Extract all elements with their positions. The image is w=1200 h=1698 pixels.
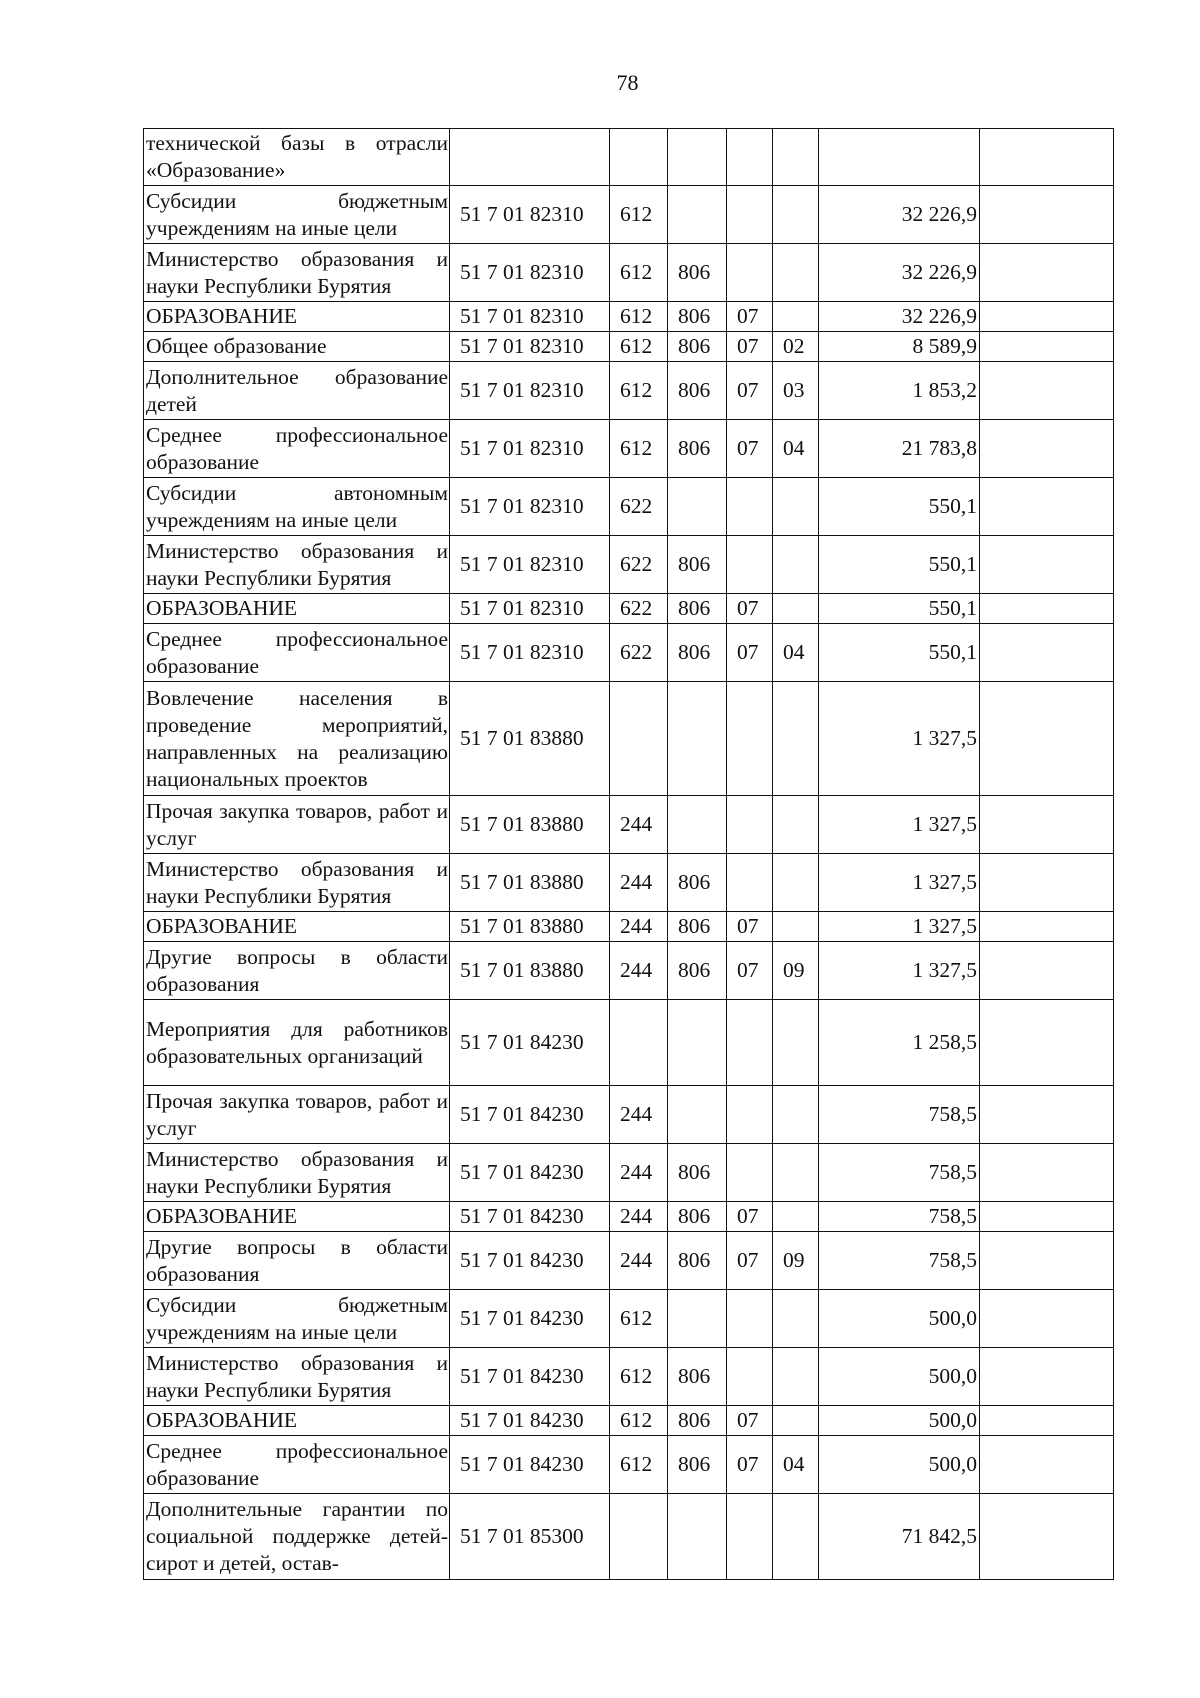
target-article-code-cell: 51 7 01 85300 [450,1494,610,1580]
table-row [144,1086,1114,1144]
table-row [144,912,1114,942]
section-code-cell [727,1290,773,1348]
ministry-code-cell: 806 [668,1144,727,1202]
ministry-code-cell: 806 [668,624,727,682]
subsection-code-cell [773,186,819,244]
target-article-code-cell: 51 7 01 84230 [450,1202,610,1232]
subsection-code-cell: 09 [773,942,819,1000]
empty-cell [980,912,1114,942]
row-name-cell: Дополнительные гарантии по социальной поддержке детей-сирот и детей, остав- [144,1494,450,1580]
ministry-code-cell: 806 [668,942,727,1000]
row-name-cell: Министерство образования и науки Республики Бурятия [144,1348,450,1406]
empty-cell [980,536,1114,594]
subsection-code-cell [773,129,819,186]
ministry-code-cell [668,1290,727,1348]
ministry-code-cell [668,129,727,186]
empty-cell [980,942,1114,1000]
amount-cell: 21 783,8 [819,420,980,478]
empty-cell [980,594,1114,624]
target-article-code-cell: 51 7 01 82310 [450,302,610,332]
subsection-code-cell [773,1202,819,1232]
ministry-code-cell: 806 [668,1406,727,1436]
empty-cell [980,1406,1114,1436]
empty-cell [980,624,1114,682]
amount-cell: 1 327,5 [819,796,980,854]
section-code-cell [727,536,773,594]
target-article-code-cell: 51 7 01 82310 [450,186,610,244]
empty-cell [980,1348,1114,1406]
subsection-code-cell [773,1290,819,1348]
row-name-cell: ОБРАЗОВАНИЕ [144,1406,450,1436]
subsection-code-cell [773,1000,819,1086]
ministry-code-cell: 806 [668,1348,727,1406]
section-code-cell [727,1144,773,1202]
target-article-code-cell: 51 7 01 82310 [450,478,610,536]
ministry-code-cell [668,1494,727,1580]
table-row [144,129,1114,186]
ministry-code-cell: 806 [668,244,727,302]
section-code-cell: 07 [727,302,773,332]
section-code-cell [727,1494,773,1580]
row-name-cell: Мероприятия для работников образовательных организаций [144,1000,450,1086]
subsection-code-cell: 04 [773,1436,819,1494]
amount-cell: 32 226,9 [819,302,980,332]
expense-type-cell [610,129,668,186]
section-code-cell [727,682,773,796]
target-article-code-cell: 51 7 01 84230 [450,1406,610,1436]
expense-type-cell: 612 [610,244,668,302]
ministry-code-cell [668,1000,727,1086]
section-code-cell: 07 [727,624,773,682]
table-row [144,1144,1114,1202]
table-row [144,332,1114,362]
expense-type-cell: 612 [610,1406,668,1436]
section-code-cell [727,1348,773,1406]
row-name-cell: Вовлечение населения в проведение мероприятий, направленных на реализацию национальных проектов [144,682,450,796]
row-name-cell: Среднее профессиональное образование [144,420,450,478]
empty-cell [980,332,1114,362]
empty-cell [980,420,1114,478]
expense-type-cell: 612 [610,420,668,478]
row-name-cell: Министерство образования и науки Республики Бурятия [144,536,450,594]
table-row [144,1232,1114,1290]
row-name-cell: Прочая закупка товаров, работ и услуг [144,796,450,854]
ministry-code-cell: 806 [668,362,727,420]
expense-type-cell: 622 [610,536,668,594]
table-row [144,302,1114,332]
empty-cell [980,854,1114,912]
row-name-cell: Другие вопросы в области образования [144,1232,450,1290]
row-name-cell: Прочая закупка товаров, работ и услуг [144,1086,450,1144]
target-article-code-cell: 51 7 01 82310 [450,332,610,362]
budget-table [143,128,1114,1580]
table-row [144,1348,1114,1406]
target-article-code-cell: 51 7 01 84230 [450,1348,610,1406]
subsection-code-cell [773,1144,819,1202]
target-article-code-cell: 51 7 01 84230 [450,1232,610,1290]
target-article-code-cell: 51 7 01 83880 [450,912,610,942]
empty-cell [980,1000,1114,1086]
target-article-code-cell: 51 7 01 83880 [450,942,610,1000]
empty-cell [980,362,1114,420]
table-row [144,682,1114,796]
row-name-cell: Общее образование [144,332,450,362]
expense-type-cell: 612 [610,362,668,420]
expense-type-cell: 622 [610,594,668,624]
table-row [144,1406,1114,1436]
subsection-code-cell: 04 [773,624,819,682]
ministry-code-cell: 806 [668,302,727,332]
expense-type-cell: 244 [610,854,668,912]
expense-type-cell: 622 [610,624,668,682]
subsection-code-cell [773,854,819,912]
subsection-code-cell: 09 [773,1232,819,1290]
amount-cell: 1 853,2 [819,362,980,420]
subsection-code-cell: 03 [773,362,819,420]
table-row [144,420,1114,478]
row-name-cell: Среднее профессиональное образование [144,1436,450,1494]
empty-cell [980,1494,1114,1580]
page-number: 78 [616,70,639,95]
empty-cell [980,186,1114,244]
ministry-code-cell: 806 [668,1202,727,1232]
subsection-code-cell [773,536,819,594]
section-code-cell [727,1000,773,1086]
expense-type-cell: 244 [610,1144,668,1202]
table-row [144,186,1114,244]
target-article-code-cell: 51 7 01 84230 [450,1290,610,1348]
subsection-code-cell [773,1406,819,1436]
row-name-cell: Министерство образования и науки Республики Бурятия [144,854,450,912]
expense-type-cell: 622 [610,478,668,536]
ministry-code-cell: 806 [668,1232,727,1290]
expense-type-cell: 612 [610,186,668,244]
amount-cell [819,129,980,186]
expense-type-cell: 612 [610,332,668,362]
empty-cell [980,682,1114,796]
empty-cell [980,478,1114,536]
amount-cell: 758,5 [819,1086,980,1144]
section-code-cell: 07 [727,912,773,942]
section-code-cell: 07 [727,1202,773,1232]
subsection-code-cell [773,682,819,796]
subsection-code-cell [773,1086,819,1144]
section-code-cell [727,1086,773,1144]
table-row [144,1290,1114,1348]
section-code-cell: 07 [727,1232,773,1290]
target-article-code-cell: 51 7 01 82310 [450,624,610,682]
ministry-code-cell: 806 [668,594,727,624]
section-code-cell: 07 [727,420,773,478]
section-code-cell: 07 [727,1436,773,1494]
row-name-cell: ОБРАЗОВАНИЕ [144,912,450,942]
row-name-cell: Субсидии автономным учреждениям на иные цели [144,478,450,536]
expense-type-cell: 612 [610,1436,668,1494]
amount-cell: 758,5 [819,1232,980,1290]
section-code-cell: 07 [727,332,773,362]
subsection-code-cell [773,244,819,302]
table-row [144,1000,1114,1086]
section-code-cell: 07 [727,942,773,1000]
subsection-code-cell [773,302,819,332]
ministry-code-cell [668,682,727,796]
empty-cell [980,1202,1114,1232]
amount-cell: 8 589,9 [819,332,980,362]
expense-type-cell: 612 [610,1290,668,1348]
expense-type-cell: 612 [610,1348,668,1406]
target-article-code-cell: 51 7 01 82310 [450,420,610,478]
subsection-code-cell [773,1348,819,1406]
target-article-code-cell: 51 7 01 82310 [450,244,610,302]
section-code-cell: 07 [727,362,773,420]
row-name-cell: Среднее профессиональное образование [144,624,450,682]
ministry-code-cell: 806 [668,1436,727,1494]
ministry-code-cell [668,478,727,536]
table-row [144,796,1114,854]
amount-cell: 1 327,5 [819,942,980,1000]
amount-cell: 758,5 [819,1144,980,1202]
row-name-cell: Субсидии бюджетным учреждениям на иные цели [144,186,450,244]
target-article-code-cell: 51 7 01 83880 [450,682,610,796]
target-article-code-cell: 51 7 01 83880 [450,854,610,912]
ministry-code-cell: 806 [668,536,727,594]
ministry-code-cell [668,1086,727,1144]
row-name-cell: Дополнительное образование детей [144,362,450,420]
expense-type-cell [610,1494,668,1580]
table-row [144,362,1114,420]
empty-cell [980,1144,1114,1202]
section-code-cell [727,854,773,912]
target-article-code-cell: 51 7 01 82310 [450,362,610,420]
ministry-code-cell: 806 [668,912,727,942]
ministry-code-cell: 806 [668,332,727,362]
expense-type-cell: 244 [610,912,668,942]
section-code-cell [727,129,773,186]
target-article-code-cell: 51 7 01 82310 [450,594,610,624]
amount-cell: 550,1 [819,536,980,594]
empty-cell [980,129,1114,186]
section-code-cell: 07 [727,594,773,624]
subsection-code-cell: 02 [773,332,819,362]
table-row [144,854,1114,912]
table-row [144,1494,1114,1580]
expense-type-cell: 244 [610,942,668,1000]
budget-table-body [144,129,1114,1580]
row-name-cell: Субсидии бюджетным учреждениям на иные цели [144,1290,450,1348]
expense-type-cell: 244 [610,1086,668,1144]
empty-cell [980,244,1114,302]
expense-type-cell [610,1000,668,1086]
amount-cell: 1 327,5 [819,854,980,912]
ministry-code-cell: 806 [668,854,727,912]
amount-cell: 500,0 [819,1436,980,1494]
amount-cell: 500,0 [819,1348,980,1406]
target-article-code-cell: 51 7 01 84230 [450,1144,610,1202]
ministry-code-cell [668,796,727,854]
row-name-cell: технической базы в отрасли «Образование» [144,129,450,186]
row-name-cell: ОБРАЗОВАНИЕ [144,1202,450,1232]
subsection-code-cell [773,912,819,942]
empty-cell [980,1232,1114,1290]
target-article-code-cell: 51 7 01 82310 [450,536,610,594]
row-name-cell: ОБРАЗОВАНИЕ [144,302,450,332]
subsection-code-cell [773,478,819,536]
subsection-code-cell [773,594,819,624]
empty-cell [980,1290,1114,1348]
amount-cell: 500,0 [819,1290,980,1348]
table-row [144,594,1114,624]
subsection-code-cell [773,796,819,854]
table-row [144,478,1114,536]
section-code-cell [727,244,773,302]
amount-cell: 32 226,9 [819,244,980,302]
amount-cell: 1 327,5 [819,682,980,796]
subsection-code-cell: 04 [773,420,819,478]
expense-type-cell: 244 [610,1232,668,1290]
table-row [144,536,1114,594]
empty-cell [980,1086,1114,1144]
expense-type-cell: 612 [610,302,668,332]
section-code-cell [727,186,773,244]
amount-cell: 1 258,5 [819,1000,980,1086]
target-article-code-cell: 51 7 01 84230 [450,1086,610,1144]
target-article-code-cell: 51 7 01 84230 [450,1436,610,1494]
target-article-code-cell: 51 7 01 83880 [450,796,610,854]
ministry-code-cell: 806 [668,420,727,478]
row-name-cell: Другие вопросы в области образования [144,942,450,1000]
target-article-code-cell [450,129,610,186]
amount-cell: 1 327,5 [819,912,980,942]
amount-cell: 758,5 [819,1202,980,1232]
target-article-code-cell: 51 7 01 84230 [450,1000,610,1086]
table-row [144,1202,1114,1232]
ministry-code-cell [668,186,727,244]
section-code-cell [727,478,773,536]
amount-cell: 550,1 [819,594,980,624]
row-name-cell: Министерство образования и науки Республики Бурятия [144,244,450,302]
table-row [144,1436,1114,1494]
subsection-code-cell [773,1494,819,1580]
table-row [144,942,1114,1000]
section-code-cell: 07 [727,1406,773,1436]
empty-cell [980,1436,1114,1494]
amount-cell: 71 842,5 [819,1494,980,1580]
amount-cell: 550,1 [819,624,980,682]
amount-cell: 32 226,9 [819,186,980,244]
expense-type-cell: 244 [610,796,668,854]
table-row [144,624,1114,682]
table-row [144,244,1114,302]
amount-cell: 550,1 [819,478,980,536]
amount-cell: 500,0 [819,1406,980,1436]
empty-cell [980,796,1114,854]
expense-type-cell [610,682,668,796]
row-name-cell: ОБРАЗОВАНИЕ [144,594,450,624]
empty-cell [980,302,1114,332]
row-name-cell: Министерство образования и науки Республики Бурятия [144,1144,450,1202]
expense-type-cell: 244 [610,1202,668,1232]
section-code-cell [727,796,773,854]
